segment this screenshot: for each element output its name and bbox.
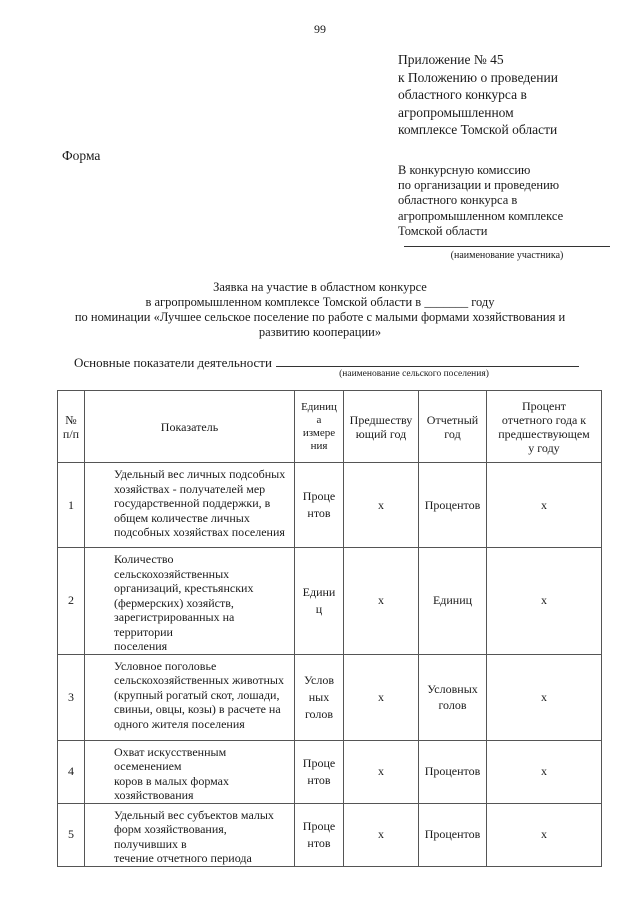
row-indicator: Условное поголовье сельскохозяйственных животных (крупный рогатый скот, лошади, свиньи, овцы, козы) в расчете на одного жителя поселения	[85, 654, 295, 740]
addressee-line: по организации и проведению	[398, 178, 560, 193]
row-indicator: Удельный вес субъектов малых форм хозяйствования, получивших в течение отчетного периода	[85, 803, 295, 866]
appendix-line: к Положению о проведении	[398, 69, 558, 85]
row-report-year[interactable]: Процентов	[419, 740, 487, 803]
row-percent[interactable]: х	[487, 463, 602, 548]
header-unit: Единиц а измере ния	[295, 391, 344, 463]
addressee-line: Томской области	[398, 223, 488, 238]
table-row	[58, 740, 602, 803]
appendix-line: областного конкурса в	[398, 87, 527, 102]
row-num: 5	[58, 803, 85, 866]
row-prev-year[interactable]: х	[344, 803, 419, 866]
row-indicator: Охват искусственным осеменением коров в малых формах хозяйствования	[85, 740, 295, 803]
row-report-year[interactable]: Процентов	[419, 803, 487, 866]
header-num: № п/п	[58, 391, 85, 463]
title-line: в агропромышленном комплексе Томской области в _______ году	[145, 295, 495, 309]
appendix-line: агропромышленном	[398, 104, 514, 120]
row-prev-year[interactable]: х	[344, 463, 419, 548]
addressee-line: областного конкурса в	[398, 193, 518, 208]
title-line: Заявка на участие в областном конкурсе	[213, 280, 427, 294]
table-row	[58, 548, 602, 655]
row-num: 4	[58, 740, 85, 803]
row-report-year[interactable]: Единиц	[419, 548, 487, 655]
row-indicator: Количество сельскохозяйственных организаций, крестьянских (фермерских) хозяйств, зарегистрированных на территории поселения	[85, 548, 295, 655]
row-percent[interactable]: х	[487, 548, 602, 655]
row-unit: Проце нтов	[295, 740, 344, 803]
row-num: 3	[58, 654, 85, 740]
settlement-caption: (наименование сельского поселения)	[339, 369, 489, 379]
header-percent: Процент отчетного года к предшествующем у году	[487, 391, 602, 463]
row-indicator: Удельный вес личных подсобных хозяйствах - получателей мер государственной поддержки, в общем количестве личных подсобных хозяйствах поселения	[85, 463, 295, 548]
appendix-line: Приложение № 45	[398, 52, 504, 67]
header-prev-year: Предшеству ющий год	[344, 391, 419, 463]
row-percent[interactable]: х	[487, 803, 602, 866]
appendix-header	[398, 51, 558, 139]
application-title	[40, 280, 600, 340]
row-num: 1	[58, 463, 85, 548]
row-report-year[interactable]: Процентов	[419, 463, 487, 548]
header-report-year: Отчетный год	[419, 391, 487, 463]
indicators-label: Основные показатели деятельности	[74, 355, 272, 370]
page-number: 99	[314, 22, 326, 36]
table-row	[58, 463, 602, 548]
row-unit: Проце нтов	[295, 803, 344, 866]
table-row	[58, 803, 602, 866]
row-num: 2	[58, 548, 85, 655]
row-report-year[interactable]: Условных голов	[419, 654, 487, 740]
addressee-block	[398, 163, 563, 239]
table-header-row	[58, 391, 602, 463]
row-percent[interactable]: х	[487, 740, 602, 803]
row-prev-year[interactable]: х	[344, 740, 419, 803]
addressee-line: В конкурсную комиссию	[398, 163, 531, 177]
row-prev-year[interactable]: х	[344, 548, 419, 655]
addressee-line: агропромышленном комплексе	[398, 208, 564, 223]
row-unit: Едини ц	[295, 548, 344, 655]
row-percent[interactable]: х	[487, 654, 602, 740]
title-line: по номинации «Лучшее сельское поселение по работе с малыми формами хозяйствования и	[74, 310, 566, 324]
header-indicator: Показатель	[85, 391, 295, 463]
indicators-table	[57, 390, 602, 867]
row-prev-year[interactable]: х	[344, 654, 419, 740]
participant-name-line[interactable]	[404, 246, 610, 247]
form-label: Форма	[62, 148, 101, 163]
title-line: развитию кооперации»	[258, 325, 382, 339]
appendix-line: комплексе Томской области	[398, 122, 558, 137]
settlement-name-field[interactable]	[276, 354, 579, 367]
participant-caption: (наименование участника)	[450, 250, 564, 261]
row-unit: Услов ных голов	[295, 654, 344, 740]
row-unit: Проце нтов	[295, 463, 344, 548]
table-row	[58, 654, 602, 740]
